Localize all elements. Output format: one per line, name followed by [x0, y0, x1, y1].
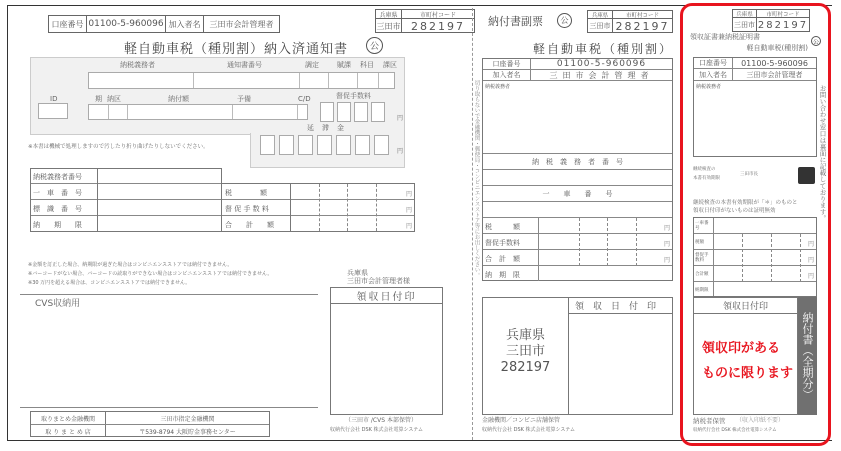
invalid-note: 領収日付印がないものは証明無効	[693, 208, 776, 214]
yen-label: 円	[405, 223, 412, 230]
yen-label: 円	[663, 257, 670, 264]
middle-keep-note: 金融機関／コンビニ店舗保管	[482, 417, 561, 424]
cvs-note: ※バーコードがない場合、バーコードの読取りができない場合はコンビニエンスストアでは納付できません。	[28, 271, 273, 277]
dunning-fee-row-label: 督促手数料	[485, 239, 520, 247]
city-code: 282197	[411, 19, 465, 33]
cut-note: 切り取らないで金融機関・郵便局・コンビニエンスストア等にお出しください。	[473, 80, 480, 278]
middle-tax-name: 軽自動車税（種別割）	[532, 42, 673, 56]
mayor-label: 三田市長	[740, 172, 758, 177]
account-number: 01100-5-960096	[741, 58, 808, 68]
subscriber-name: 三田市会計管理者	[209, 19, 274, 29]
city-code-label: 市町村コード	[766, 11, 800, 18]
payer-label: 納税義務者	[696, 84, 722, 90]
dunning-fee-boxes	[320, 102, 385, 122]
right-title: 領収証書兼納税証明書	[690, 33, 760, 41]
plate-no-label: 標 識 番 号	[33, 205, 82, 213]
addressee-name: 三田市会計管理者様	[347, 277, 410, 285]
yen-label: 円	[807, 273, 814, 280]
account-number: 01100-5-960096	[87, 16, 166, 32]
car-no-label: 一 車 番 号	[483, 186, 672, 202]
payer-no-label: 納 税 義 務 者 番 号	[483, 154, 672, 170]
late-fee-boxes	[260, 135, 389, 155]
receipt-stamp-label: 領収日付印	[568, 298, 672, 314]
middle-printer: 収納代行会社 DSK 株式会社電算システム	[482, 427, 575, 433]
right-city-code-box	[732, 9, 810, 32]
tax-amount-label: 税額	[695, 239, 704, 245]
invalid-note: 継続検査の本書有効期限が「＊」のものと	[693, 200, 798, 206]
yen-label: 円	[397, 115, 404, 122]
due-date-label: 納 期 限	[33, 221, 82, 229]
account-label: 口座番号	[483, 59, 531, 69]
left-amount-table	[222, 183, 415, 232]
total-amount-label: 合 計 額	[225, 221, 274, 229]
public-mark-icon: 公	[366, 37, 383, 54]
city-block-pref: 兵庫県	[505, 328, 545, 343]
hdr-division: 課区	[383, 61, 397, 69]
hdr-payer: 納税義務者	[120, 61, 155, 69]
bank-table	[30, 411, 270, 437]
dunning-fee-row-label: 督 促 手 数 料	[225, 205, 269, 213]
payer-no-label: 納税義務者番号	[33, 173, 82, 181]
receipt-stamp-label: 領収日付印	[331, 288, 442, 304]
public-mark-icon: 公	[811, 36, 821, 46]
car-no-label: 一 車 番 号	[33, 189, 82, 197]
reserve-label: 予備	[237, 95, 251, 103]
subscriber-label: 加入者名	[483, 70, 531, 80]
total-amount-label: 合 計 額	[485, 255, 520, 263]
full-term-side-label	[798, 297, 817, 415]
left-city-code-box	[375, 9, 475, 33]
validity-label: 本書有効期限	[693, 176, 720, 181]
hdr-notice-no: 通知書番号	[227, 61, 262, 69]
late-fee-label: 延滞金	[307, 124, 352, 132]
machine-handling-note: ※本書は機械で処理しますので汚したり折り曲げたりしないでください。	[28, 144, 209, 150]
left-keep-note: （三田市 /CVS 本部保管）	[345, 417, 417, 424]
yen-label: 円	[663, 225, 670, 232]
yen-label: 円	[405, 191, 412, 198]
subscriber-name: 三田市会計管理者	[549, 70, 654, 80]
city-code: 282197	[757, 19, 809, 31]
due-date-label: 納 期 限	[485, 271, 520, 279]
inquiry-note: お問い合わせ窓口は裏面に記載しております。	[818, 85, 827, 222]
dunning-fee-label: 督促手数料	[336, 92, 371, 100]
payment-division-label: 納区	[107, 95, 121, 103]
subscriber-label: 加入者名	[166, 16, 204, 32]
validity-label: 継続検査の	[693, 167, 716, 172]
bank-label: 取りまとめ金融機関	[31, 412, 106, 424]
seal-stamp-icon	[798, 167, 815, 184]
account-label: 口座番号	[49, 16, 87, 32]
city-block-code: 282197	[500, 360, 551, 375]
addressee-pref: 兵庫県	[347, 269, 368, 277]
right-keep-sub: （収入印紙不要）	[736, 417, 785, 424]
city-name: 三田市	[733, 18, 757, 32]
cvs-note: ※金額を訂正した場合、納期限が過ぎた場合はコンビニエンスストアでは納付できません。	[28, 262, 233, 268]
subscriber-label: 加入者名	[694, 69, 733, 80]
tax-amount-label: 税 額	[225, 189, 267, 197]
ocr-row1	[88, 72, 395, 89]
divider	[20, 294, 318, 295]
right-account-table	[693, 57, 817, 157]
yen-label: 円	[397, 148, 404, 155]
bank-value: 三田市指定金融機関	[160, 415, 215, 423]
hdr-assessment: 調定	[305, 61, 319, 69]
city-code-label: 市町村コード	[625, 12, 659, 19]
middle-form-table	[482, 58, 673, 281]
period-label: 期	[95, 95, 102, 103]
ocr-row2	[88, 104, 308, 120]
hdr-item: 科目	[360, 61, 374, 69]
full-term-label: 納付書（全期分）	[801, 312, 814, 400]
yen-label: 円	[663, 241, 670, 248]
payment-amount-label: 納付額	[168, 95, 189, 103]
city-name: 三田市	[376, 19, 402, 33]
divider	[20, 407, 318, 408]
left-printer: 収納代行会社 DSK 株式会社電算システム	[330, 427, 423, 433]
yen-label: 円	[807, 241, 814, 248]
due-date-label: 納期限	[695, 287, 709, 293]
left-title: 軽自動車税（種別割）納入済通知書	[124, 42, 349, 57]
branch-value: 〒539-8794 大阪貯金事務センター	[139, 428, 236, 436]
receipt-stamp-label: 領収日付印	[694, 298, 797, 314]
yen-label: 円	[807, 257, 814, 264]
right-amount-table	[693, 217, 817, 297]
account-number: 01100-5-960096	[556, 59, 647, 69]
city-name: 三田市	[588, 19, 613, 33]
left-account-box	[48, 15, 280, 33]
public-mark-icon: 公	[557, 13, 572, 28]
pref-label: 兵庫県	[733, 10, 757, 17]
pref-label: 兵庫県	[588, 11, 613, 18]
hdr-levy: 賦課	[337, 61, 351, 69]
city-code-label: 市町村コード	[419, 11, 456, 19]
city-block-city: 三田市	[505, 344, 545, 359]
account-label: 口座番号	[694, 58, 733, 68]
payer-label: 納税義務者	[485, 84, 511, 90]
pref-label: 兵庫県	[376, 10, 402, 18]
branch-label: 取 り ま と め 店	[31, 425, 106, 437]
cvs-note: ※30 万円を超える場合は、コンビニエンスストアでは納付できません。	[28, 280, 191, 286]
city-code: 282197	[615, 19, 670, 33]
id-box	[38, 103, 68, 119]
right-tax-name: 軽自動車税(種別割)	[746, 44, 808, 52]
annotation-text: 領収印がある	[702, 341, 781, 356]
dunning-fee-row-label: 督促手数料	[695, 253, 709, 263]
middle-city-code-box	[587, 10, 673, 33]
subscriber-name: 三田市会計管理者	[746, 70, 803, 79]
total-amount-label: 合計額	[695, 271, 709, 277]
tax-amount-label: 税 額	[485, 223, 520, 231]
right-receipt-stamp-box	[693, 297, 798, 415]
annotation-text: ものに限ります	[702, 366, 794, 381]
middle-title: 納付書副票	[488, 15, 543, 28]
middle-stamp-area	[482, 297, 673, 415]
right-printer: 収納代行会社 DSK 株式会社電算システム	[693, 428, 777, 433]
right-keep-note: 納税者保管	[693, 417, 726, 425]
id-label: ID	[50, 95, 58, 103]
cvs-label: CVS収納用	[35, 299, 81, 309]
car-no-label: 一車番号	[695, 221, 709, 231]
cd-label: C/D	[298, 95, 311, 103]
left-receipt-stamp-box	[330, 287, 443, 415]
left-info-table	[30, 168, 222, 232]
yen-label: 円	[405, 207, 412, 214]
